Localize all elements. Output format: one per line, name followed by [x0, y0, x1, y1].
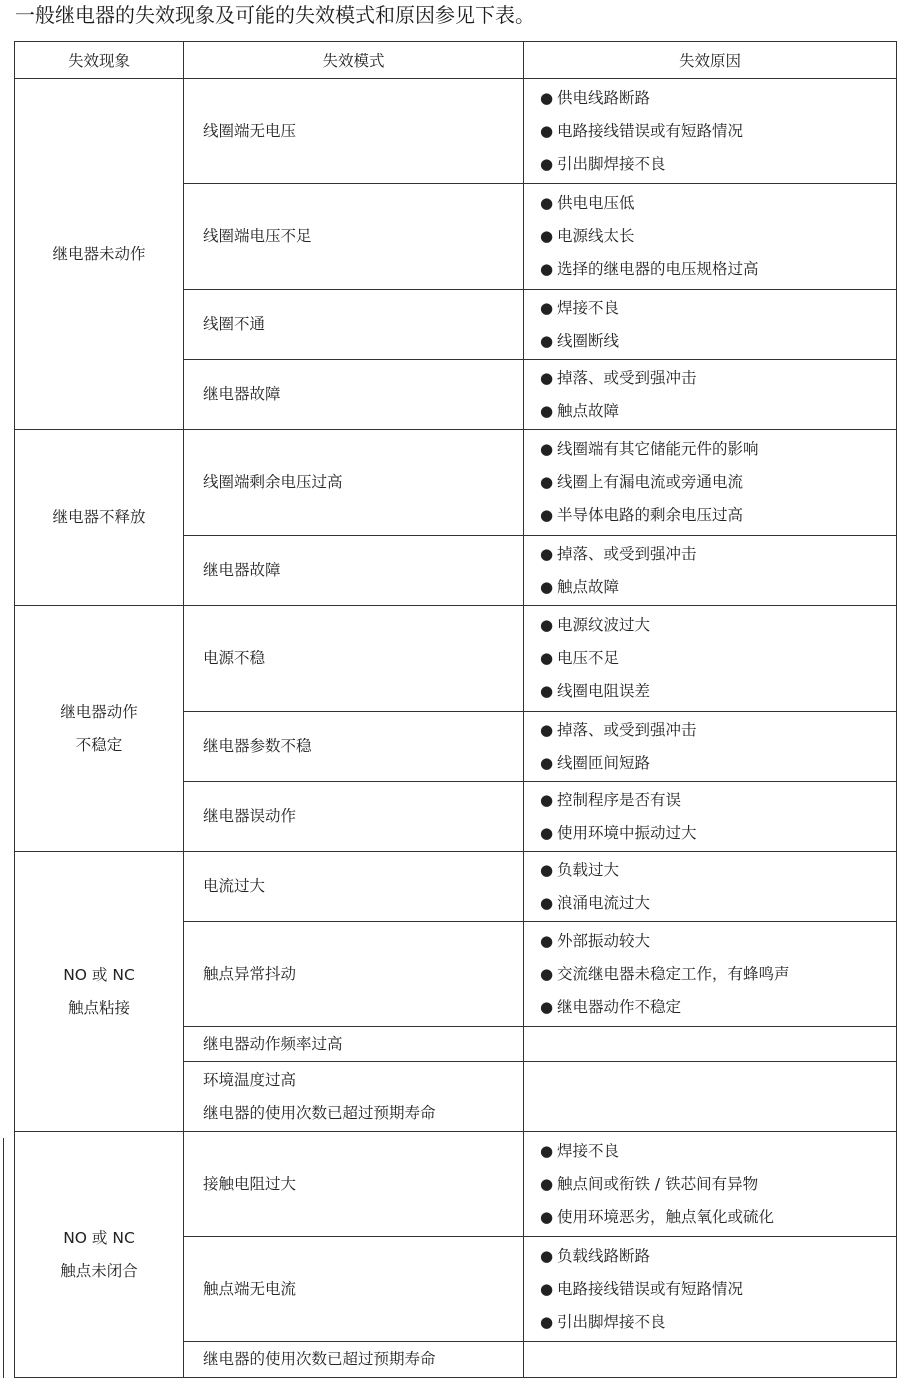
bullet-icon: ● [540, 649, 554, 667]
cause-item [540, 747, 896, 780]
cause-item [540, 395, 896, 428]
cause-text: 线圈匝间短路 [557, 753, 651, 772]
bullet-icon: ● [540, 544, 554, 563]
mode-cell [184, 290, 524, 360]
cause-item [540, 220, 896, 253]
cause-text: 线圈端有其它储能元件的影响 [557, 440, 759, 458]
cause-item [540, 571, 896, 604]
cause-text: 引出脚焊接不良 [557, 154, 666, 173]
bullet-icon: ● [540, 893, 554, 912]
cause-text: 供电线路断路 [557, 88, 651, 107]
cause-cell [524, 1237, 897, 1342]
cause-item [540, 82, 896, 115]
bullet-icon: ● [540, 997, 554, 1016]
bullet-icon: ● [540, 88, 554, 107]
cause-item [540, 187, 896, 220]
cause-item [540, 1240, 896, 1273]
mode-cell [184, 1132, 524, 1237]
bullet-icon: ● [540, 790, 554, 809]
mode-text: 继电器动作频率过高 [203, 1034, 343, 1053]
cause-text: 浪涌电流过大 [557, 893, 651, 912]
cause-text: 电源线太长 [557, 227, 635, 245]
cause-text: 继电器动作不稳定 [557, 997, 682, 1016]
bullet-icon: ● [540, 154, 554, 173]
cause-text: 负载线路断路 [557, 1246, 651, 1265]
cause-cell [524, 852, 897, 922]
mode-text: 继电器参数不稳 [203, 737, 312, 755]
cause-text: 使用环境恶劣，触点氧化或硫化 [557, 1207, 775, 1226]
cause-text: 电源纹波过大 [557, 616, 651, 634]
cause-text: 电路接线错误或有短路情况 [557, 1279, 744, 1298]
phenomenon-cell [15, 430, 184, 606]
mode-text: 线圈不通 [203, 315, 266, 333]
cause-text: 交流继电器未稳定工作，有蜂鸣声 [557, 964, 790, 983]
table-body [15, 79, 897, 1378]
cause-cell [524, 606, 897, 712]
mode-text: 继电器故障 [203, 385, 281, 403]
cause-item [540, 1201, 896, 1234]
table-row [15, 79, 897, 184]
intro-text: 一般继电器的失效现象及可能的失效模式和原因参见下表。 [15, 3, 535, 27]
header-mode: 失效模式 [184, 42, 524, 79]
mode-cell [184, 1027, 524, 1062]
bullet-icon: ● [540, 368, 554, 387]
table-row [15, 1132, 897, 1237]
bullet-icon: ● [540, 440, 554, 458]
bullet-icon: ● [540, 720, 554, 739]
bullet-icon: ● [540, 227, 554, 245]
mode-text: 环境温度过高 [203, 1070, 297, 1089]
phenomenon-text: 触点未闭合 [60, 1261, 138, 1280]
mode-text: 线圈端电压不足 [203, 227, 312, 245]
failure-table [14, 41, 897, 1378]
cause-text: 掉落、或受到强冲击 [557, 720, 697, 739]
cause-text: 半导体电路的剩余电压过高 [557, 506, 744, 524]
cause-item [540, 1306, 896, 1339]
cause-text: 焊接不良 [557, 1141, 620, 1160]
margin-line [3, 1138, 4, 1378]
cause-item [540, 854, 896, 887]
cause-item [540, 115, 896, 148]
cause-text: 触点故障 [557, 401, 620, 420]
mode-cell [184, 430, 524, 536]
bullet-icon: ● [540, 1174, 554, 1193]
mode-text: 线圈端无电压 [203, 121, 297, 140]
header-cause: 失效原因 [524, 42, 897, 79]
mode-cell [184, 712, 524, 782]
phenomenon-text: 继电器不释放 [52, 508, 146, 526]
bullet-icon: ● [540, 121, 554, 140]
cause-item [540, 499, 896, 532]
mode-text: 继电器的使用次数已超过预期寿命 [203, 1350, 436, 1368]
phenomenon-text: 不稳定 [75, 735, 123, 754]
bullet-icon: ● [540, 931, 554, 950]
cause-text: 选择的继电器的电压规格过高 [557, 260, 759, 278]
bullet-icon: ● [540, 506, 554, 524]
mode-cell [184, 1342, 524, 1378]
phenomenon-text: 继电器动作 [60, 702, 138, 721]
cause-cell [524, 536, 897, 606]
cause-text: 控制程序是否有误 [557, 790, 682, 809]
table-row [15, 852, 897, 922]
cause-item [540, 433, 896, 466]
mode-text: 线圈端剩余电压过高 [203, 473, 343, 491]
cause-cell [524, 1027, 897, 1062]
cause-item [540, 362, 896, 395]
mode-text: 触点异常抖动 [203, 964, 297, 983]
cause-text: 外部振动较大 [557, 931, 651, 950]
bullet-icon: ● [540, 298, 554, 317]
phenomenon-text: NO 或 NC [63, 1228, 135, 1247]
cause-item [540, 887, 896, 920]
cause-cell [524, 290, 897, 360]
bullet-icon: ● [540, 1207, 554, 1226]
mode-text: 继电器故障 [203, 561, 281, 579]
cause-text: 掉落、或受到强冲击 [557, 544, 697, 563]
bullet-icon: ● [540, 194, 554, 212]
mode-cell [184, 184, 524, 290]
table-row [15, 606, 897, 712]
cause-item [540, 991, 896, 1024]
cause-cell [524, 1342, 897, 1378]
cause-item [540, 253, 896, 286]
cause-text: 负载过大 [557, 860, 620, 879]
header-phenomenon: 失效现象 [15, 42, 184, 79]
bullet-icon: ● [540, 964, 554, 983]
bullet-icon: ● [540, 823, 554, 842]
mode-cell [184, 1237, 524, 1342]
cause-item [540, 784, 896, 817]
bullet-icon: ● [540, 682, 554, 700]
mode-cell [184, 922, 524, 1027]
cause-item [540, 1273, 896, 1306]
mode-text: 接触电阻过大 [203, 1174, 297, 1193]
bullet-icon: ● [540, 1279, 554, 1298]
mode-text: 电流过大 [203, 877, 266, 895]
phenomenon-cell [15, 606, 184, 852]
cause-item [540, 325, 896, 358]
bullet-icon: ● [540, 1312, 554, 1331]
bullet-icon: ● [540, 260, 554, 278]
phenomenon-cell [15, 1132, 184, 1378]
cause-text: 掉落、或受到强冲击 [557, 368, 697, 387]
phenomenon-cell [15, 852, 184, 1132]
cause-text: 供电电压低 [557, 194, 635, 212]
cause-cell [524, 782, 897, 852]
mode-cell [184, 360, 524, 430]
bullet-icon: ● [540, 473, 554, 491]
cause-item [540, 538, 896, 571]
cause-cell [524, 184, 897, 290]
bullet-icon: ● [540, 401, 554, 420]
bullet-icon: ● [540, 753, 554, 772]
cause-cell [524, 922, 897, 1027]
cause-text: 电路接线错误或有短路情况 [557, 121, 744, 140]
mode-cell [184, 852, 524, 922]
table-row [15, 430, 897, 536]
bullet-icon: ● [540, 577, 554, 596]
cause-item [540, 925, 896, 958]
bullet-icon: ● [540, 331, 554, 350]
cause-text: 使用环境中振动过大 [557, 823, 697, 842]
cause-text: 焊接不良 [557, 298, 620, 317]
bullet-icon: ● [540, 1246, 554, 1265]
cause-text: 电压不足 [557, 649, 620, 667]
cause-text: 线圈上有漏电流或旁通电流 [557, 473, 744, 491]
cause-text: 触点故障 [557, 577, 620, 596]
cause-item [540, 675, 896, 708]
cause-item [540, 466, 896, 499]
cause-item [540, 1168, 896, 1201]
cause-item [540, 817, 896, 850]
cause-text: 引出脚焊接不良 [557, 1312, 666, 1331]
mode-text: 继电器的使用次数已超过预期寿命 [203, 1103, 436, 1122]
cause-item [540, 642, 896, 675]
mode-text: 继电器误动作 [203, 807, 297, 825]
header-row [15, 42, 897, 79]
cause-text: 线圈断线 [557, 331, 620, 350]
bullet-icon: ● [540, 1141, 554, 1160]
cause-cell [524, 430, 897, 536]
cause-text: 触点间或衔铁 / 铁芯间有异物 [557, 1174, 759, 1193]
cause-item [540, 714, 896, 747]
mode-cell [184, 79, 524, 184]
cause-item [540, 148, 896, 181]
bullet-icon: ● [540, 616, 554, 634]
bullet-icon: ● [540, 860, 554, 879]
mode-cell [184, 606, 524, 712]
cause-item [540, 958, 896, 991]
cause-cell [524, 1132, 897, 1237]
cause-cell [524, 1062, 897, 1132]
phenomenon-text: NO 或 NC [63, 965, 135, 984]
mode-cell [184, 782, 524, 852]
cause-text: 线圈电阻误差 [557, 682, 651, 700]
phenomenon-text: 触点粘接 [67, 998, 130, 1017]
cause-item [540, 292, 896, 325]
cause-item [540, 609, 896, 642]
phenomenon-cell [15, 79, 184, 430]
mode-text: 触点端无电流 [203, 1279, 297, 1298]
mode-text: 电源不稳 [203, 649, 266, 667]
cause-cell [524, 712, 897, 782]
mode-cell [184, 1062, 524, 1132]
phenomenon-text: 继电器未动作 [52, 244, 146, 263]
cause-item [540, 1135, 896, 1168]
cause-cell [524, 79, 897, 184]
cause-cell [524, 360, 897, 430]
mode-cell [184, 536, 524, 606]
